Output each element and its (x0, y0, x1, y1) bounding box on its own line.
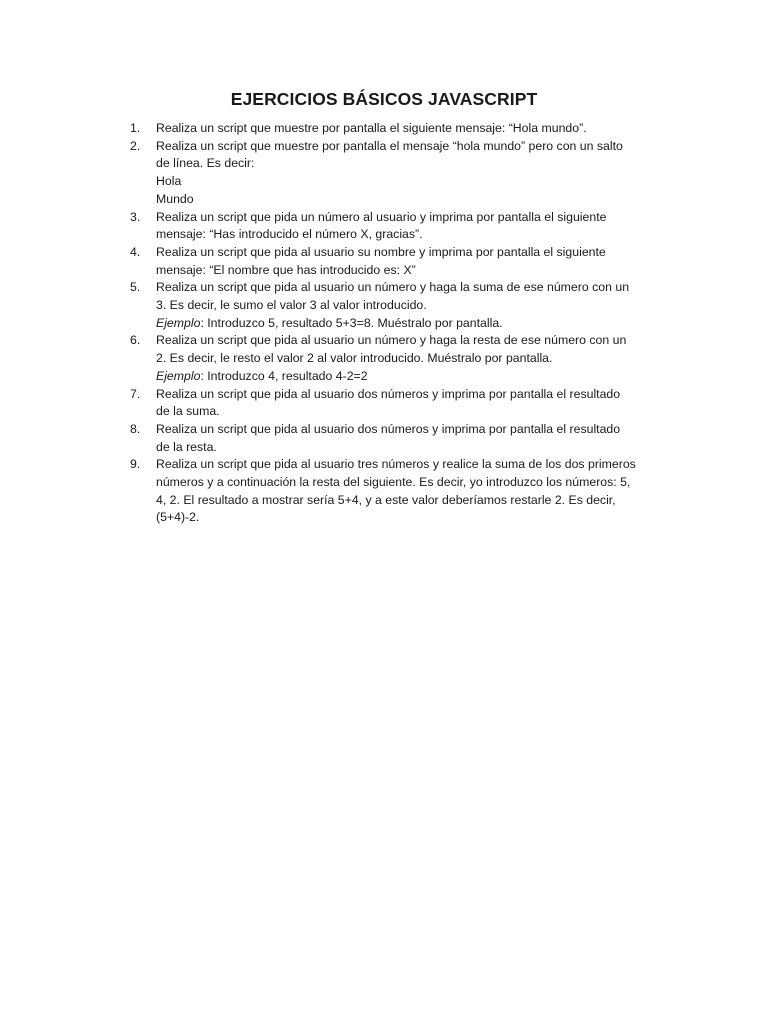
exercise-text-line: 4, 2. El resultado a mostrar sería 5+4, y a este valor deberíamos restarle 2. Es decir, (156, 492, 616, 507)
exercise-item-9 (130, 456, 670, 527)
exercise-text-line: números y a continuación la resta del siguiente. Es decir, yo introduzco los números: 5, (156, 475, 631, 490)
exercise-example-line (156, 315, 670, 333)
exercise-text-line: de la resta. (156, 439, 217, 454)
exercise-number: 9. (130, 457, 141, 472)
exercise-number: 6. (130, 333, 141, 348)
exercise-example-output-line: Hola (156, 174, 182, 189)
example-text: : Introduzco 5, resultado 5+3=8. Muéstralo por pantalla. (200, 315, 503, 330)
exercise-item-3 (130, 209, 670, 244)
exercise-number: 8. (130, 421, 141, 436)
exercise-item-8 (130, 421, 670, 456)
exercise-text-line: 3. Es decir, le sumo el valor 3 al valor introducido. (156, 298, 427, 313)
exercise-item-2 (130, 138, 670, 209)
exercise-text-line: Realiza un script que pida al usuario un número y haga la resta de ese número con un (156, 333, 627, 348)
exercise-number: 3. (130, 209, 141, 224)
exercise-text-line: mensaje: “El nombre que has introducido es: X” (156, 262, 416, 277)
exercise-text-line: (5+4)-2. (156, 510, 200, 525)
exercise-text-line: 2. Es decir, le resto el valor 2 al valor introducido. Muéstralo por pantalla. (156, 351, 553, 366)
exercise-text-line: Realiza un script que pida al usuario su nombre y imprima por pantalla el siguiente (156, 244, 606, 259)
document-title: EJERCICIOS BÁSICOS JAVASCRIPT (230, 89, 538, 109)
exercise-item-6 (130, 332, 670, 385)
example-text: : Introduzco 4, resultado 4-2=2 (200, 368, 368, 383)
exercise-text-line: de la suma. (156, 404, 220, 419)
exercise-number: 1. (130, 121, 141, 135)
exercise-item-4 (130, 244, 670, 279)
exercise-text-line: Realiza un script que pida al usuario dos números y imprima por pantalla el resultado (156, 421, 621, 436)
exercise-text-line: de línea. Es decir: (156, 156, 255, 171)
exercise-item-5 (130, 279, 670, 332)
example-label: Ejemplo (156, 315, 201, 330)
exercise-list (130, 120, 670, 527)
example-label: Ejemplo (156, 368, 201, 383)
exercise-text-line: mensaje: “Has introducido el número X, gracias”. (156, 227, 423, 242)
exercise-text-line: Realiza un script que pida un número al usuario y imprima por pantalla el siguiente (156, 209, 607, 224)
exercise-text-line: Realiza un script que pida al usuario dos números y imprima por pantalla el resultado (156, 386, 621, 401)
exercise-item-1 (130, 120, 670, 138)
exercise-text-line: Realiza un script que muestre por pantalla el siguiente mensaje: “Hola mundo”. (156, 121, 587, 135)
exercise-text-line: Realiza un script que muestre por pantalla el mensaje “hola mundo” pero con un salto (156, 138, 623, 153)
exercise-number: 5. (130, 280, 141, 295)
exercise-number: 2. (130, 138, 141, 153)
exercise-example-output-line: Mundo (156, 191, 194, 206)
exercise-number: 4. (130, 244, 141, 259)
exercise-number: 7. (130, 386, 141, 401)
exercise-text-line: Realiza un script que pida al usuario un número y haga la suma de ese número con un (156, 280, 630, 295)
exercise-item-7 (130, 386, 670, 421)
exercise-text-line: Realiza un script que pida al usuario tres números y realice la suma de los dos primeros (156, 457, 636, 472)
exercise-example-line (156, 368, 670, 386)
